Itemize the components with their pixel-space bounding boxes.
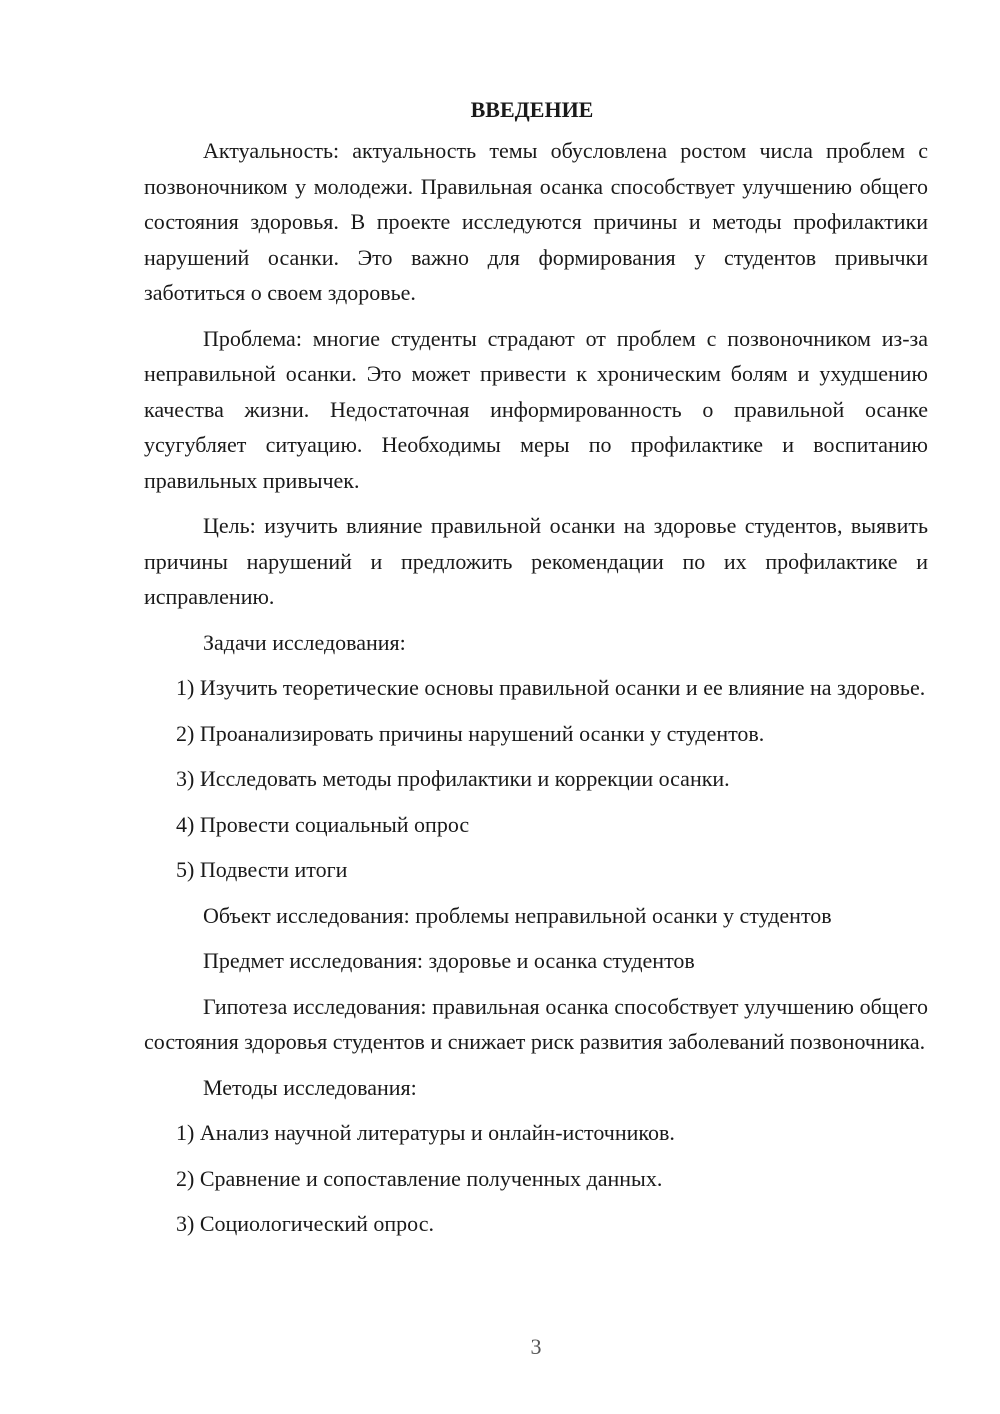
paragraph-goal: Цель: изучить влияние правильной осанки на здоровье студентов, выявить причины нарушений и предложить рекомендации по их профилактике и исправлению. — [144, 513, 928, 609]
paragraph-relevance: Актуальность: актуальность темы обусловлена ростом числа проблем с позвоночником у молодежи. Правильная осанка способствует улучшению общего состояния здоровья. В проекте исследуются причины и методы профилактики нарушений осанки. Это важно для формирования у студентов привычки заботиться о своем здоровье. — [144, 138, 928, 305]
paragraph-hypothesis: Гипотеза исследования: правильная осанка способствует улучшению общего состояния здоровья студентов и снижает риск развития заболеваний позвоночника. — [144, 993, 928, 1054]
paragraph-object: Объект исследования: проблемы неправильной осанки у студентов — [203, 902, 832, 928]
paragraph-subject: Предмет исследования: здоровье и осанка студентов — [203, 948, 695, 973]
paragraph-problem: Проблема: многие студенты страдают от проблем с позвоночником из-за неправильной осанки. Это может привести к хроническим болям и ухудшению качества жизни. Недостаточная информированность о правильной осанке усугубляет ситуацию. Необходимы меры по профилактике и воспитанию правильных привычек. — [144, 325, 928, 493]
section-heading-text: ВВЕДЕНИЕ — [470, 97, 594, 122]
task-item-1: 1) Изучить теоретические основы правильной осанки и ее влияние на здоровье. — [176, 675, 926, 700]
method-item-1: 1) Анализ научной литературы и онлайн-источников. — [176, 1120, 675, 1145]
methods-title: Методы исследования: — [203, 1074, 417, 1100]
task-item-5: 5) Подвести итоги — [176, 857, 348, 882]
page-number: 3 — [530, 1334, 542, 1359]
section-heading — [144, 92, 928, 127]
tasks-title: Задачи исследования: — [203, 629, 406, 655]
method-item-3: 3) Социологический опрос. — [176, 1211, 434, 1236]
task-item-4: 4) Провести социальный опрос — [176, 811, 470, 837]
document-body — [144, 92, 928, 1252]
task-item-2: 2) Проанализировать причины нарушений осанки у студентов. — [176, 720, 765, 746]
method-item-2: 2) Сравнение и сопоставление полученных данных. — [176, 1165, 663, 1191]
task-item-3: 3) Исследовать методы профилактики и коррекции осанки. — [176, 766, 730, 791]
